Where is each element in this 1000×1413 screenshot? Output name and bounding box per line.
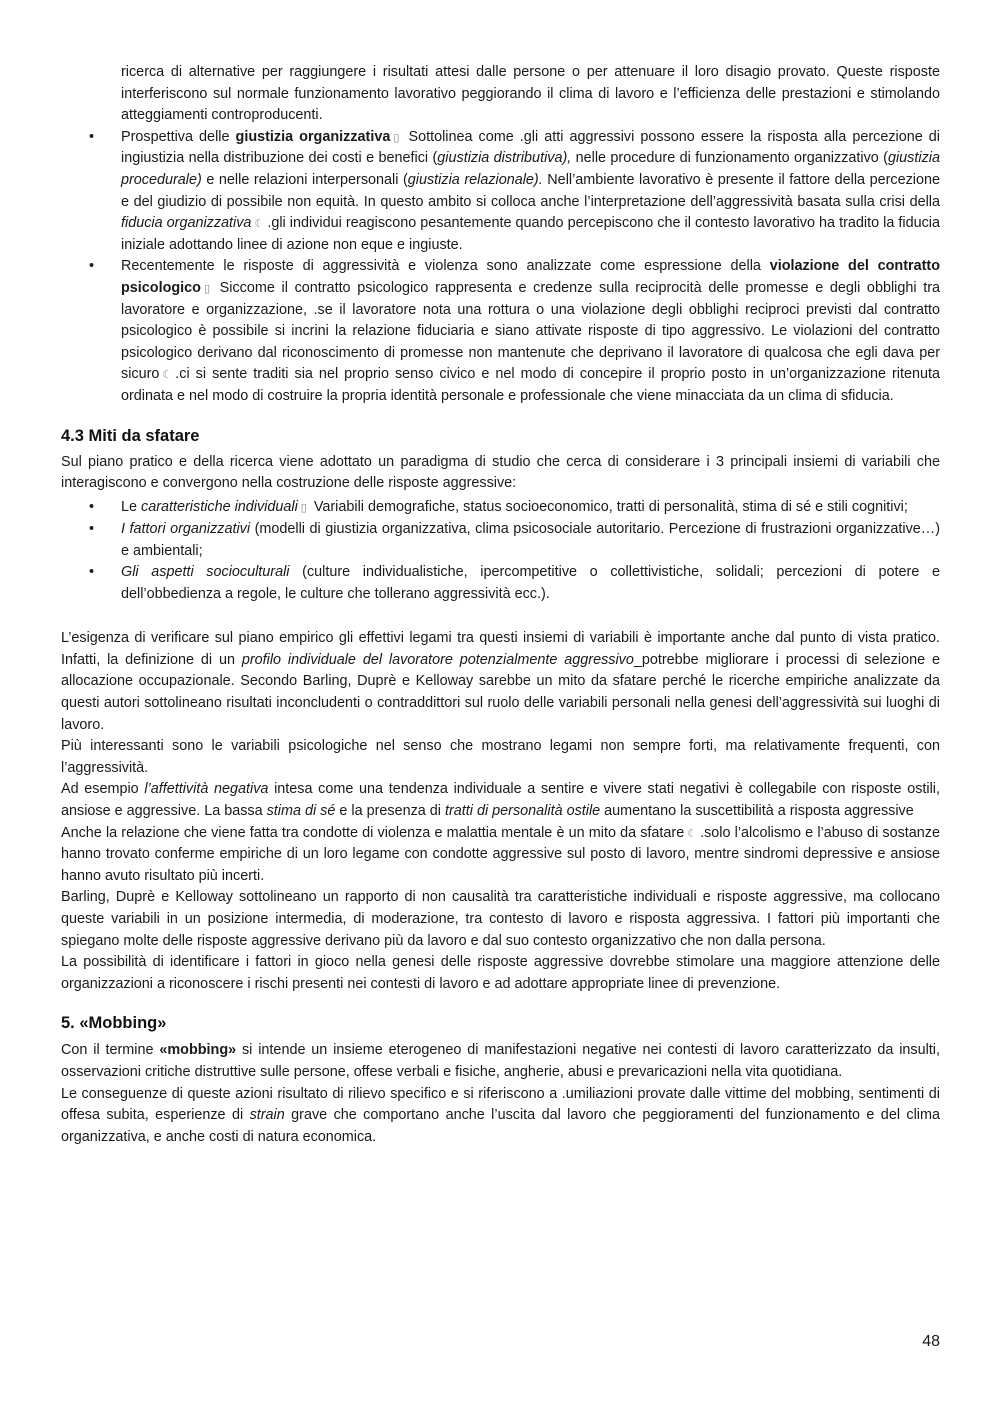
moon-icon: ☾ — [254, 217, 265, 231]
bold-term: violazione del contratto psicologico — [121, 258, 940, 296]
paragraph: La possibilità di identificare i fattori in gioco nella genesi delle risposte aggressive dovrebbe stimolare una maggiore attenzione delle organizzazioni a riconoscere i rischi presenti nei contesti di lavoro e ad adottare appropriate linee di prevenzione. — [61, 954, 940, 992]
paragraph: Le conseguenze di queste azioni risultato di rilievo specifico e si riferiscono a .umiliazioni provate dalle vittime del mobbing, sentimenti di offesa subita, esperienze di strain grave che comportano anche l’uscita dal lavoro che peggioramenti del funzionamento e del clima organizzativa, e anche costi di natura economica. — [61, 1085, 940, 1145]
list-item-justice: • Prospettiva delle giustizia organizzativa ▯ Sottolinea come .gli atti aggressivi possono essere la risposta alla percezione di ingiustizia nella distribuzione dei costi e benefici (giustizia distributiva), nelle procedure di funzionamento organizzativo (giustizia procedurale) e nelle relazioni interpersonali (giustizia relazionale). Nell’ambiente lavorativo è presente il fattore della percezione e del giudizio di possibile non equità. In questo ambito si colloca anche l’interpretazione dell’aggressività basata sulla crisi della fiducia organizzativa ☾ .gli individui reagiscono pesantemente quando percepiscono che il contesto lavorativo ha tradito la fiducia iniziale adottando linee di azione non eque e ingiuste. — [61, 127, 940, 257]
moon-icon: ☾ — [687, 826, 698, 840]
paragraph: L’esigenza di verificare sul piano empirico gli effettivi legami tra questi insiemi di variabili è importante anche dal punto di vista pratico. Infatti, la definizione di un profilo individuale del lavoratore potenzialmente aggressivo_potrebbe migliorare i processi di selezione e allocazione occupazionale. Secondo Barling, Duprè e Kelloway sarebbe un mito da sfatare perché le ricerche empiriche analizzate da questi autori sottolineano risultati inconcludenti o contraddittori sul ruolo delle variabili personali nella genesi dell’aggressività sui luoghi di lavoro. — [61, 630, 940, 733]
paragraph: Barling, Duprè e Kelloway sottolineano un rapporto di non causalità tra caratteristiche individuali e risposte aggressive, ma collocano queste variabili in un posizione intermedia, di moderazione, tra contesto di lavoro e risposta aggressiva. I fattori più importanti che spiegano molte delle risposte aggressive derivano più da lavoro e dal suo contesto organizzativo che non dalla persona. — [61, 889, 940, 949]
bold-term: giustizia organizzativa — [235, 128, 391, 145]
section-heading-5: 5. «Mobbing» — [61, 1014, 167, 1033]
variables-list — [61, 497, 940, 607]
paragraph: Più interessanti sono le variabili psicologiche nel senso che mostrano legami non sempre forti, ma relativamente frequenti, con l’aggressività. — [61, 738, 940, 776]
missing-glyph-icon: ▯ — [393, 130, 400, 144]
list-item-sociocultural: • Gli aspetti socioculturali (culture individualistiche, ipercompetitive o collettivistiche, solidali; percezioni di potere e dell’obbedienza a regole, le culture che tollerano aggressività ecc.). — [61, 562, 940, 606]
paragraph: Anche la relazione che viene fatta tra condotte di violenza e malattia mentale è un mito da sfatare ☾ .solo l’alcolismo e l’abuso di sostanze hanno trovato conferme empiriche di un loro legame con condotte aggressive sul posto di lavoro, mentre sindromi depressive e ansiose hanno avuto risultato più incerti. — [61, 824, 941, 884]
continuation-paragraph: ricerca di alternative per raggiungere i risultati attesi dalle persone o per attenuare il loro disagio provato. Queste risposte interferiscono sul normale funzionamento lavorativo peggiorando il clima di lavoro e l’efficienza delle prestazioni e stimolando atteggiamenti controproducenti. — [121, 64, 940, 124]
paragraph: Sul piano pratico e della ricerca viene adottato un paradigma di studio che cerca di considerare i 3 principali insiemi di variabili che interagiscono e convergono nella costruzione delle risposte aggressive: — [61, 453, 940, 492]
paragraph: Ad esempio l’affettività negativa intesa come una tendenza individuale a sentire e vivere stati negativi è collegabile con risposte ostili, ansiose e aggressive. La bassa stima di sé e la presenza di tratti di personalità ostile aumentano la suscettibilità a risposta aggressive — [61, 781, 940, 819]
missing-glyph-icon: ▯ — [203, 281, 211, 295]
perspective-list — [61, 127, 940, 408]
section-heading-4-3: 4.3 Miti da sfatare — [61, 426, 200, 445]
list-item-organizational: • I fattori organizzativi (modelli di giustizia organizzativa, clima psicosociale autoritario. Percezione di frustrazioni organizzative…) e ambientali; — [61, 519, 940, 563]
list-item-contract: • Recentemente le risposte di aggressività e violenza sono analizzate come espressione della violazione del contratto psicologico ▯ Siccome il contratto psicologico rappresenta e credenze sulla reciprocità delle promesse e degli obblighi tra lavoratore e organizzazione, .se il lavoratore nota una rottura o una violazione degli obblighi reciproci previsti dal contratto psicologico è possibile si incrini la relazione fiduciaria e siano attivate risposte di tipo aggressivo. Le violazioni del contratto psicologico derivano dal riconoscimento di promesse non mantenute che deprivano il lavoratore di qualcosa che egli dava per sicuro ☾ .ci si sente traditi sia nel proprio senso civico e nel modo di concepire il proprio posto in un’organizzazione ritenuta ordinata e nel modo di costruire la propria identità personale e professionale che viene minacciata da un clima di sfiducia. — [61, 256, 940, 407]
paragraph: Con il termine «mobbing» si intende un insieme eterogeneo di manifestazioni negative nei contesti di lavoro caratterizzato da insulti, osservazioni critiche distruttive sulle persone, offese verbali e fisiche, angherie, abusi e prevaricazioni nella vita quotidiana. — [61, 1042, 940, 1080]
moon-icon: ☾ — [162, 368, 173, 382]
list-item-individual: • Le caratteristiche individuali ▯ Variabili demografiche, status socioeconomico, tratti di personalità, stima di sé e stili cognitivi; — [61, 497, 940, 519]
missing-glyph-icon: ▯ — [300, 500, 307, 514]
page-number: 48 — [922, 1333, 940, 1350]
